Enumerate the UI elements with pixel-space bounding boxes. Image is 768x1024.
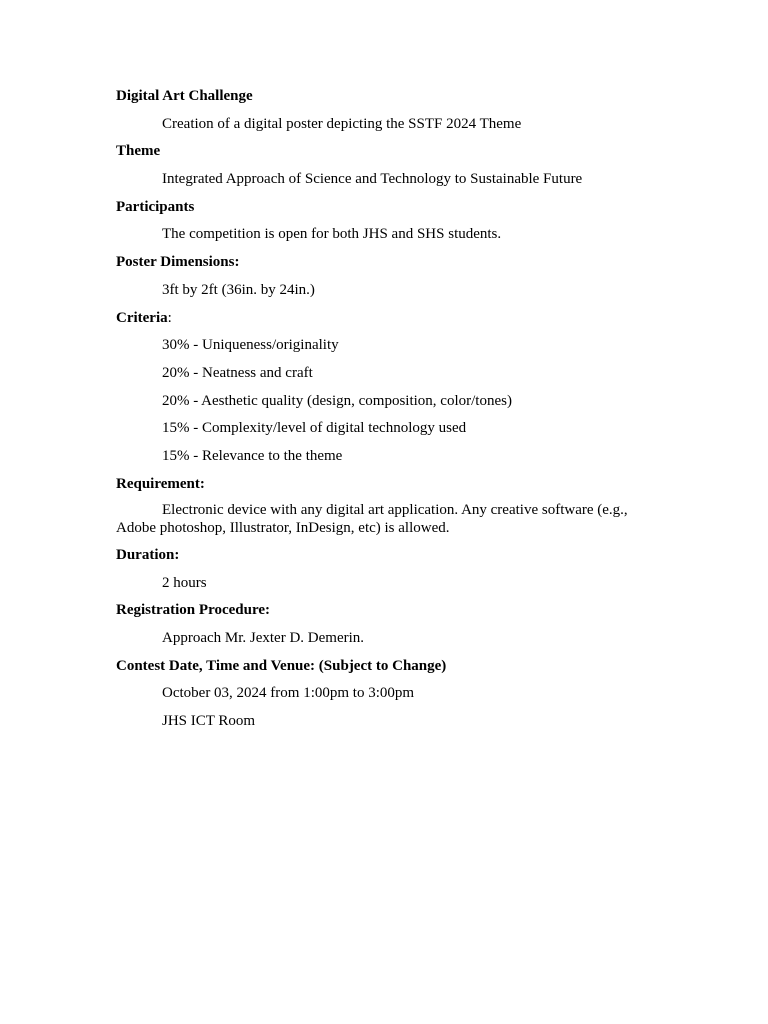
criteria-heading <box>116 308 656 328</box>
participants-text: The competition is open for both JHS and SHS students. <box>162 226 502 243</box>
theme-heading: Theme <box>116 143 161 160</box>
registration-heading: Registration Procedure: <box>116 602 270 619</box>
theme-text: Integrated Approach of Science and Technology to Sustainable Future <box>162 171 583 188</box>
criteria-item: 15% - Complexity/level of digital technology used <box>162 420 467 437</box>
document-page <box>116 86 656 739</box>
contest-date-time: October 03, 2024 from 1:00pm to 3:00pm <box>162 685 415 702</box>
criteria-heading-colon: : <box>167 309 172 326</box>
challenge-description: Creation of a digital poster depicting the SSTF 2024 Theme <box>162 115 522 132</box>
criteria-item: 15% - Relevance to the theme <box>162 447 343 464</box>
criteria-item: 20% - Aesthetic quality (design, composition, color/tones) <box>162 392 512 409</box>
criteria-item: 30% - Uniqueness/originality <box>162 337 339 354</box>
duration-text: 2 hours <box>162 574 207 591</box>
criteria-item: 20% - Neatness and craft <box>162 364 313 381</box>
poster-dimensions-text: 3ft by 2ft (36in. by 24in.) <box>162 281 315 298</box>
registration-text: Approach Mr. Jexter D. Demerin. <box>162 630 365 647</box>
requirement-text: Electronic device with any digital art application. Any creative software (e.g., Adobe photoshop, Illustrator, InDesign, etc) is allowed. <box>116 502 628 537</box>
requirement-heading: Requirement: <box>116 475 205 492</box>
challenge-heading: Digital Art Challenge <box>116 88 253 104</box>
contest-venue: JHS ICT Room <box>162 713 256 730</box>
participants-heading: Participants <box>116 198 195 215</box>
poster-dimensions-heading: Poster Dimensions: <box>116 254 240 271</box>
duration-heading: Duration: <box>116 547 180 563</box>
contest-heading: Contest Date, Time and Venue: (Subject to Change) <box>116 657 447 674</box>
criteria-heading-label: Criteria <box>116 309 168 326</box>
